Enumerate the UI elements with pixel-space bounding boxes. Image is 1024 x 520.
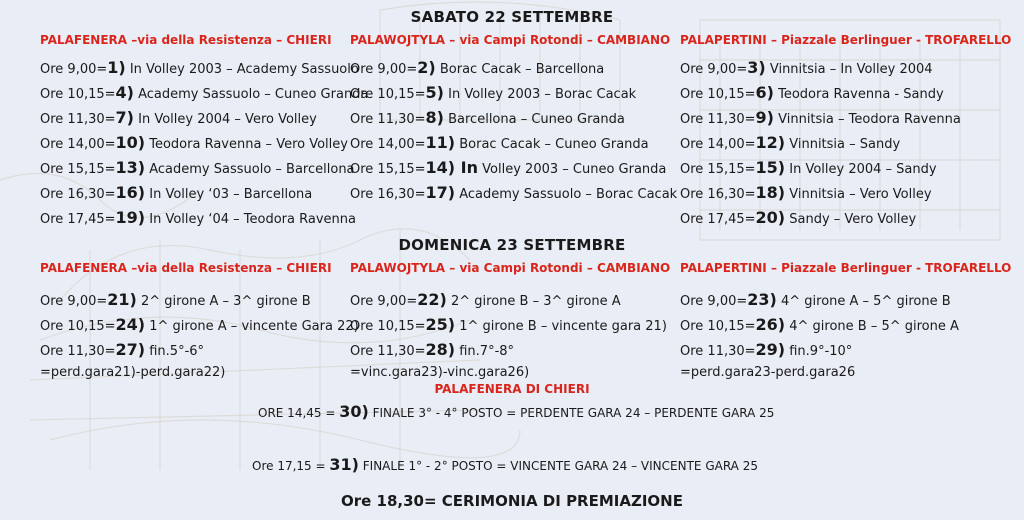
- saturday-column-trofarello: [680, 31, 1010, 230]
- match-row: Ore 11,30=9) Vinnitsia – Teodora Ravenna: [680, 108, 961, 127]
- match-row: Ore 11,30=28) fin.7°-8°: [350, 340, 515, 359]
- match-row: Ore 14,00=10) Teodora Ravenna – Vero Volley: [40, 133, 348, 152]
- match-row: Ore 9,00=23) 4^ girone A – 5^ girone B: [680, 290, 951, 309]
- match-row: Ore 9,00=22) 2^ girone B – 3^ girone A: [350, 290, 621, 309]
- sunday-column-cambiano: [350, 259, 680, 384]
- match-row: Ore 10,15=24) 1^ girone A – vincente Gara 22): [40, 315, 359, 334]
- match-row: Ore 9,00=21) 2^ girone A – 3^ girone B: [40, 290, 311, 309]
- match-row: Ore 16,30=16) In Volley ‘03 – Barcellona: [40, 183, 313, 202]
- saturday-column-cambiano: [350, 31, 680, 205]
- final-match-row: ORE 14,45 = 30) FINALE 3° - 4° POSTO = PERDENTE GARA 24 – PERDENTE GARA 25: [258, 402, 775, 421]
- final-match-row: Ore 17,15 = 31) FINALE 1° - 2° POSTO = VINCENTE GARA 24 – VINCENTE GARA 25: [252, 455, 758, 474]
- sunday-title: DOMENICA 23 SETTEMBRE: [398, 236, 626, 254]
- match-row: Ore 11,30=7) In Volley 2004 – Vero Volley: [40, 108, 317, 127]
- match-continuation: =perd.gara23-perd.gara26: [680, 365, 856, 380]
- match-row: Ore 10,15=26) 4^ girone B – 5^ girone A: [680, 315, 959, 334]
- saturday-column-chieri: [40, 31, 370, 230]
- match-row: Ore 14,00=11) Borac Cacak – Cuneo Granda: [350, 133, 649, 152]
- venue-header-chieri: PALAFENERA –via della Resistenza – CHIERI: [40, 261, 332, 275]
- match-continuation: =perd.gara21)-perd.gara22): [40, 365, 226, 380]
- match-row: Ore 10,15=25) 1^ girone B – vincente gara 21): [350, 315, 667, 334]
- match-row: Ore 9,00=1) In Volley 2003 – Academy Sassuolo: [40, 58, 359, 77]
- match-row: Ore 16,30=18) Vinnitsia – Vero Volley: [680, 183, 932, 202]
- match-row: Ore 11,30=8) Barcellona – Cuneo Granda: [350, 108, 625, 127]
- match-continuation: =vinc.gara23)-vinc.gara26): [350, 365, 530, 380]
- match-row: Ore 11,30=27) fin.5°-6°: [40, 340, 205, 359]
- match-row: Ore 15,15=15) In Volley 2004 – Sandy: [680, 158, 937, 177]
- match-row: Ore 16,30=17) Academy Sassuolo – Borac Cacak: [350, 183, 678, 202]
- venue-header-trofarello: PALAPERTINI – Piazzale Berlinguer - TROFARELLO: [680, 33, 1012, 47]
- match-row: Ore 15,15=13) Academy Sassuolo – Barcellona: [40, 158, 355, 177]
- ceremony-line: Ore 18,30= CERIMONIA DI PREMIAZIONE: [341, 492, 683, 510]
- match-row: Ore 10,15=4) Academy Sassuolo – Cuneo Granda: [40, 83, 369, 102]
- match-row: Ore 17,45=20) Sandy – Vero Volley: [680, 208, 917, 227]
- sunday-column-chieri: [40, 259, 370, 384]
- match-row: Ore 9,00=3) Vinnitsia – In Volley 2004: [680, 58, 933, 77]
- match-row: Ore 17,45=19) In Volley ‘04 – Teodora Ravenna: [40, 208, 356, 227]
- finals-venue-header: PALAFENERA DI CHIERI: [434, 382, 590, 396]
- venue-header-chieri: PALAFENERA –via della Resistenza – CHIERI: [40, 33, 332, 47]
- match-row: Ore 10,15=5) In Volley 2003 – Borac Cacak: [350, 83, 637, 102]
- sunday-column-trofarello: [680, 259, 1010, 384]
- match-row: Ore 9,00=2) Borac Cacak – Barcellona: [350, 58, 605, 77]
- match-row: Ore 11,30=29) fin.9°-10°: [680, 340, 853, 359]
- venue-header-cambiano: PALAWOJTYLA – via Campi Rotondi – CAMBIANO: [350, 261, 671, 275]
- saturday-title: SABATO 22 SETTEMBRE: [410, 8, 614, 26]
- venue-header-trofarello: PALAPERTINI – Piazzale Berlinguer - TROFARELLO: [680, 261, 1012, 275]
- match-row: Ore 15,15=14) In Volley 2003 – Cuneo Granda: [350, 158, 667, 177]
- match-row: Ore 10,15=6) Teodora Ravenna - Sandy: [680, 83, 944, 102]
- match-row: Ore 14,00=12) Vinnitsia – Sandy: [680, 133, 901, 152]
- venue-header-cambiano: PALAWOJTYLA – via Campi Rotondi – CAMBIANO: [350, 33, 671, 47]
